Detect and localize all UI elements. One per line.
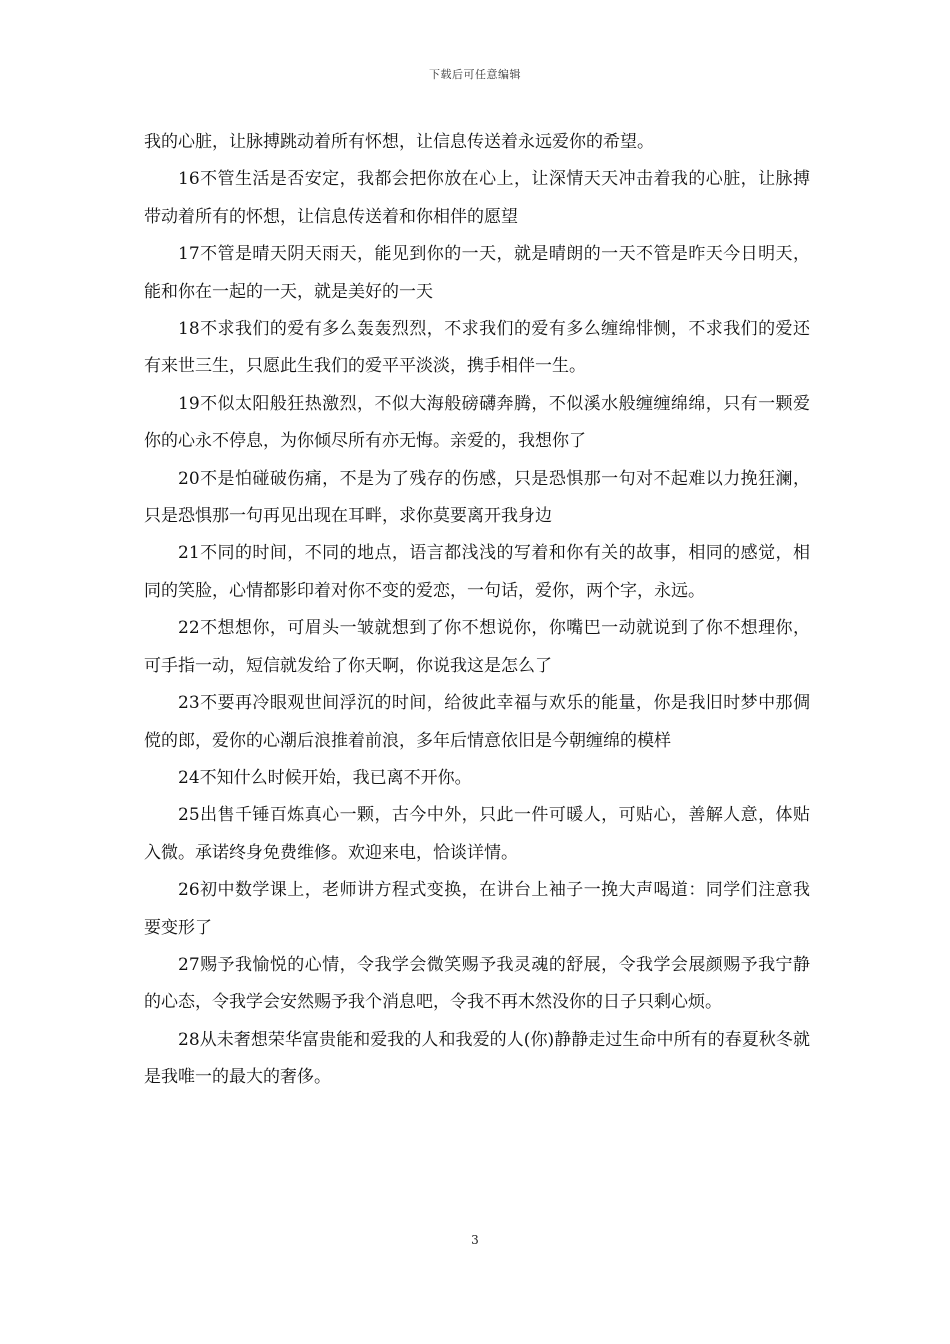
paragraph: 19不似太阳般狂热激烈，不似大海般磅礴奔腾，不似溪水般缠缠绵绵，只有一颗爱你的心永不停息，为你倾尽所有亦无悔。亲爱的，我想你了 [144, 393, 810, 452]
paragraph: 25出售千锤百炼真心一颗，古今中外，只此一件可暖人，可贴心，善解人意，体贴入微。承诺终身免费维修。欢迎来电，恰谈详情。 [144, 805, 810, 863]
document-body [144, 124, 810, 1097]
paragraph: 21不同的时间，不同的地点，语言都浅浅的写着和你有关的故事，相同的感觉，相同的笑脸，心情都影印着对你不变的爱恋，一句话，爱你，两个字，永远。 [144, 543, 810, 601]
paragraph: 16不管生活是否安定，我都会把你放在心上，让深情天天冲击着我的心脏，让脉搏带动着所有的怀想，让信息传送着和你相伴的愿望 [144, 169, 810, 227]
paragraph: 我的心脏，让脉搏跳动着所有怀想，让信息传送着永远爱你的希望。 [144, 132, 654, 152]
page-header: 下载后可任意编辑 [429, 68, 521, 81]
page-number: 3 [471, 1233, 479, 1247]
paragraph: 22不想想你，可眉头一皱就想到了你不想说你，你嘴巴一动就说到了你不想理你，可手指一动，短信就发给了你天啊，你说我这是怎么了 [144, 618, 810, 676]
paragraph: 18不求我们的爱有多么轰轰烈烈，不求我们的爱有多么缠绵悱恻，不求我们的爱还有来世三生，只愿此生我们的爱平平淡淡，携手相伴一生。 [144, 319, 810, 377]
paragraph: 26初中数学课上，老师讲方程式变换，在讲台上袖子一挽大声喝道：同学们注意我要变形了 [144, 880, 810, 938]
paragraph: 27赐予我愉悦的心情，令我学会微笑赐予我灵魂的舒展，令我学会展颜赐予我宁静的心态，令我学会安然赐予我个消息吧，令我不再木然没你的日子只剩心烦。 [144, 954, 810, 1013]
paragraph: 17不管是晴天阴天雨天，能见到你的一天，就是晴朗的一天不管是昨天今日明天，能和你在一起的一天，就是美好的一天 [144, 244, 810, 302]
paragraph: 23不要再冷眼观世间浮沉的时间，给彼此幸福与欢乐的能量，你是我旧时梦中那倜傥的郎，爱你的心潮后浪推着前浪，多年后情意依旧是今朝缠绵的模样 [144, 693, 810, 751]
paragraph: 28从未奢想荣华富贵能和爱我的人和我爱的人(你)静静走过生命中所有的春夏秋冬就是我唯一的最大的奢侈。 [144, 1029, 810, 1088]
paragraph: 24不知什么时候开始，我已离不开你。 [178, 767, 472, 788]
paragraph: 20不是怕碰破伤痛，不是为了残存的伤感，只是恐惧那一句对不起难以力挽狂澜，只是恐惧那一句再见出现在耳畔，求你莫要离开我身边 [144, 468, 810, 527]
